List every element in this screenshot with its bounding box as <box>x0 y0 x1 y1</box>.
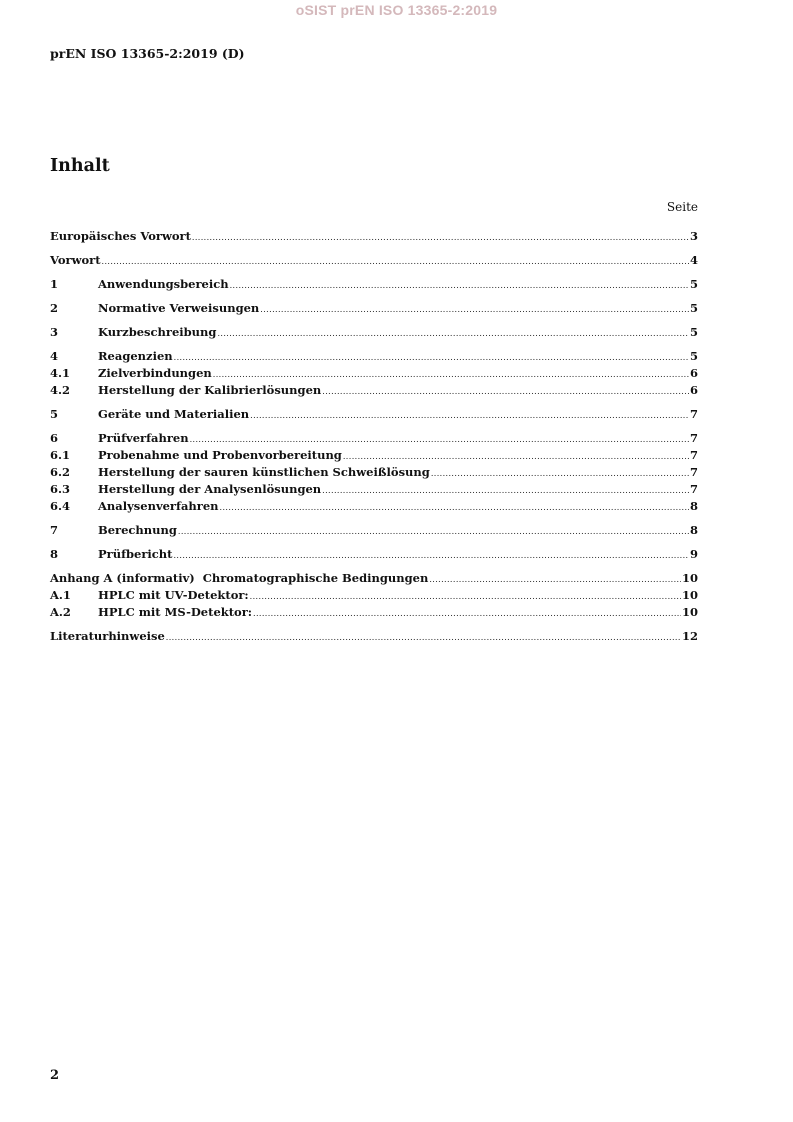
toc-entry-title: Literaturhinweise <box>50 629 165 643</box>
toc-entry-title: HPLC mit UV-Detektor: <box>98 588 249 602</box>
toc-entry-number: 6.4 <box>50 499 71 513</box>
toc-entry-page: 6 <box>689 383 698 397</box>
toc-leader <box>166 628 681 646</box>
toc-entry-title: Geräte und Materialien <box>98 407 250 421</box>
toc-entry-page: 4 <box>689 253 698 267</box>
toc-entry-title: Herstellung der Kalibrierlösungen <box>98 383 322 397</box>
table-of-contents <box>50 228 698 645</box>
toc-entry-page: 6 <box>689 366 698 380</box>
toc-entry[interactable] <box>50 228 698 245</box>
toc-entry-page: 7 <box>689 407 698 421</box>
toc-entry-number: 6.2 <box>50 465 71 479</box>
toc-entry-title: Berechnung <box>98 523 177 537</box>
toc-entry-number: 5 <box>50 407 59 421</box>
toc-entry-title: Vorwort <box>50 253 101 267</box>
toc-leader <box>322 481 689 499</box>
toc-entry-page: 8 <box>689 523 698 537</box>
toc-entry-page: 7 <box>689 465 698 479</box>
toc-leader <box>250 406 689 424</box>
toc-entry-page: 3 <box>689 229 698 243</box>
toc-entry-page: 5 <box>689 325 698 339</box>
toc-leader <box>253 604 681 622</box>
toc-leader <box>322 382 689 400</box>
toc-leader <box>343 447 689 465</box>
toc-entry-title: Probenahme und Probenvorbereitung <box>98 448 342 462</box>
toc-leader <box>174 348 689 366</box>
toc-entry-number: 2 <box>50 301 59 315</box>
toc-leader <box>431 464 689 482</box>
toc-entry-title: Anwendungsbereich <box>98 277 229 291</box>
toc-leader <box>260 300 689 318</box>
toc-entry[interactable] <box>50 464 698 481</box>
toc-entry-number: 3 <box>50 325 59 339</box>
toc-leader <box>192 228 689 246</box>
toc-entry[interactable] <box>50 481 698 498</box>
toc-entry-page: 7 <box>689 431 698 445</box>
toc-entry[interactable] <box>50 587 698 604</box>
toc-leader <box>250 587 681 605</box>
toc-entry[interactable] <box>50 382 698 399</box>
watermark: oSIST prEN ISO 13365-2:2019 <box>295 2 498 18</box>
toc-page-column-label: Seite <box>666 200 698 214</box>
toc-entry[interactable] <box>50 570 698 587</box>
toc-leader <box>230 276 689 294</box>
toc-entry[interactable] <box>50 348 698 365</box>
document-id: prEN ISO 13365-2:2019 (D) <box>50 46 245 61</box>
toc-entry-page: 10 <box>681 605 698 619</box>
toc-leader <box>102 252 689 270</box>
toc-entry[interactable] <box>50 604 698 621</box>
toc-entry-number: A.2 <box>50 605 71 619</box>
toc-entry-number: 4.2 <box>50 383 71 397</box>
toc-leader <box>190 430 689 448</box>
toc-entry[interactable] <box>50 498 698 515</box>
toc-entry-page: 10 <box>681 571 698 585</box>
toc-entry-number: 6.1 <box>50 448 71 462</box>
toc-entry[interactable] <box>50 628 698 645</box>
toc-entry[interactable] <box>50 447 698 464</box>
toc-leader <box>217 324 689 342</box>
toc-entry[interactable] <box>50 365 698 382</box>
toc-entry[interactable] <box>50 546 698 563</box>
toc-entry[interactable] <box>50 522 698 539</box>
toc-entry-number: 7 <box>50 523 59 537</box>
toc-entry-number: 6 <box>50 431 59 445</box>
toc-entry-page: 5 <box>689 277 698 291</box>
toc-entry-page: 7 <box>689 448 698 462</box>
toc-entry-number: 4 <box>50 349 59 363</box>
toc-entry-number: 1 <box>50 277 59 291</box>
toc-entry-title: Normative Verweisungen <box>98 301 260 315</box>
toc-leader <box>178 522 689 540</box>
toc-entry-number: 4.1 <box>50 366 71 380</box>
toc-entry-number: 8 <box>50 547 59 561</box>
toc-title: Inhalt <box>50 156 110 176</box>
toc-leader <box>220 498 689 516</box>
toc-entry-title: Reagenzien <box>98 349 173 363</box>
toc-leader <box>213 365 689 383</box>
page-number: 2 <box>50 1068 60 1083</box>
toc-entry-page: 12 <box>681 629 698 643</box>
toc-entry-page: 9 <box>689 547 698 561</box>
toc-entry-page: 10 <box>681 588 698 602</box>
toc-entry-number: 6.3 <box>50 482 71 496</box>
toc-entry-title: Herstellung der Analysenlösungen <box>98 482 322 496</box>
toc-leader <box>429 570 681 588</box>
toc-entry[interactable] <box>50 324 698 341</box>
toc-entry-title: Anhang A (informativ) Chromatographische Bedingungen <box>50 571 429 585</box>
toc-entry[interactable] <box>50 252 698 269</box>
toc-entry-title: HPLC mit MS-Detektor: <box>98 605 253 619</box>
toc-entry-page: 8 <box>689 499 698 513</box>
toc-entry-title: Zielverbindungen <box>98 366 212 380</box>
toc-entry[interactable] <box>50 406 698 423</box>
toc-entry[interactable] <box>50 430 698 447</box>
toc-entry-page: 7 <box>689 482 698 496</box>
toc-leader <box>173 546 689 564</box>
toc-entry-title: Kurzbeschreibung <box>98 325 217 339</box>
toc-entry-title: Herstellung der sauren künstlichen Schweißlösung <box>98 465 430 479</box>
toc-entry[interactable] <box>50 300 698 317</box>
toc-entry-title: Europäisches Vorwort <box>50 229 191 243</box>
toc-entry-page: 5 <box>689 301 698 315</box>
toc-entry-title: Analysenverfahren <box>98 499 219 513</box>
toc-entry-page: 5 <box>689 349 698 363</box>
toc-entry-title: Prüfverfahren <box>98 431 189 445</box>
toc-entry[interactable] <box>50 276 698 293</box>
toc-entry-title: Prüfbericht <box>98 547 173 561</box>
toc-entry-number: A.1 <box>50 588 71 602</box>
